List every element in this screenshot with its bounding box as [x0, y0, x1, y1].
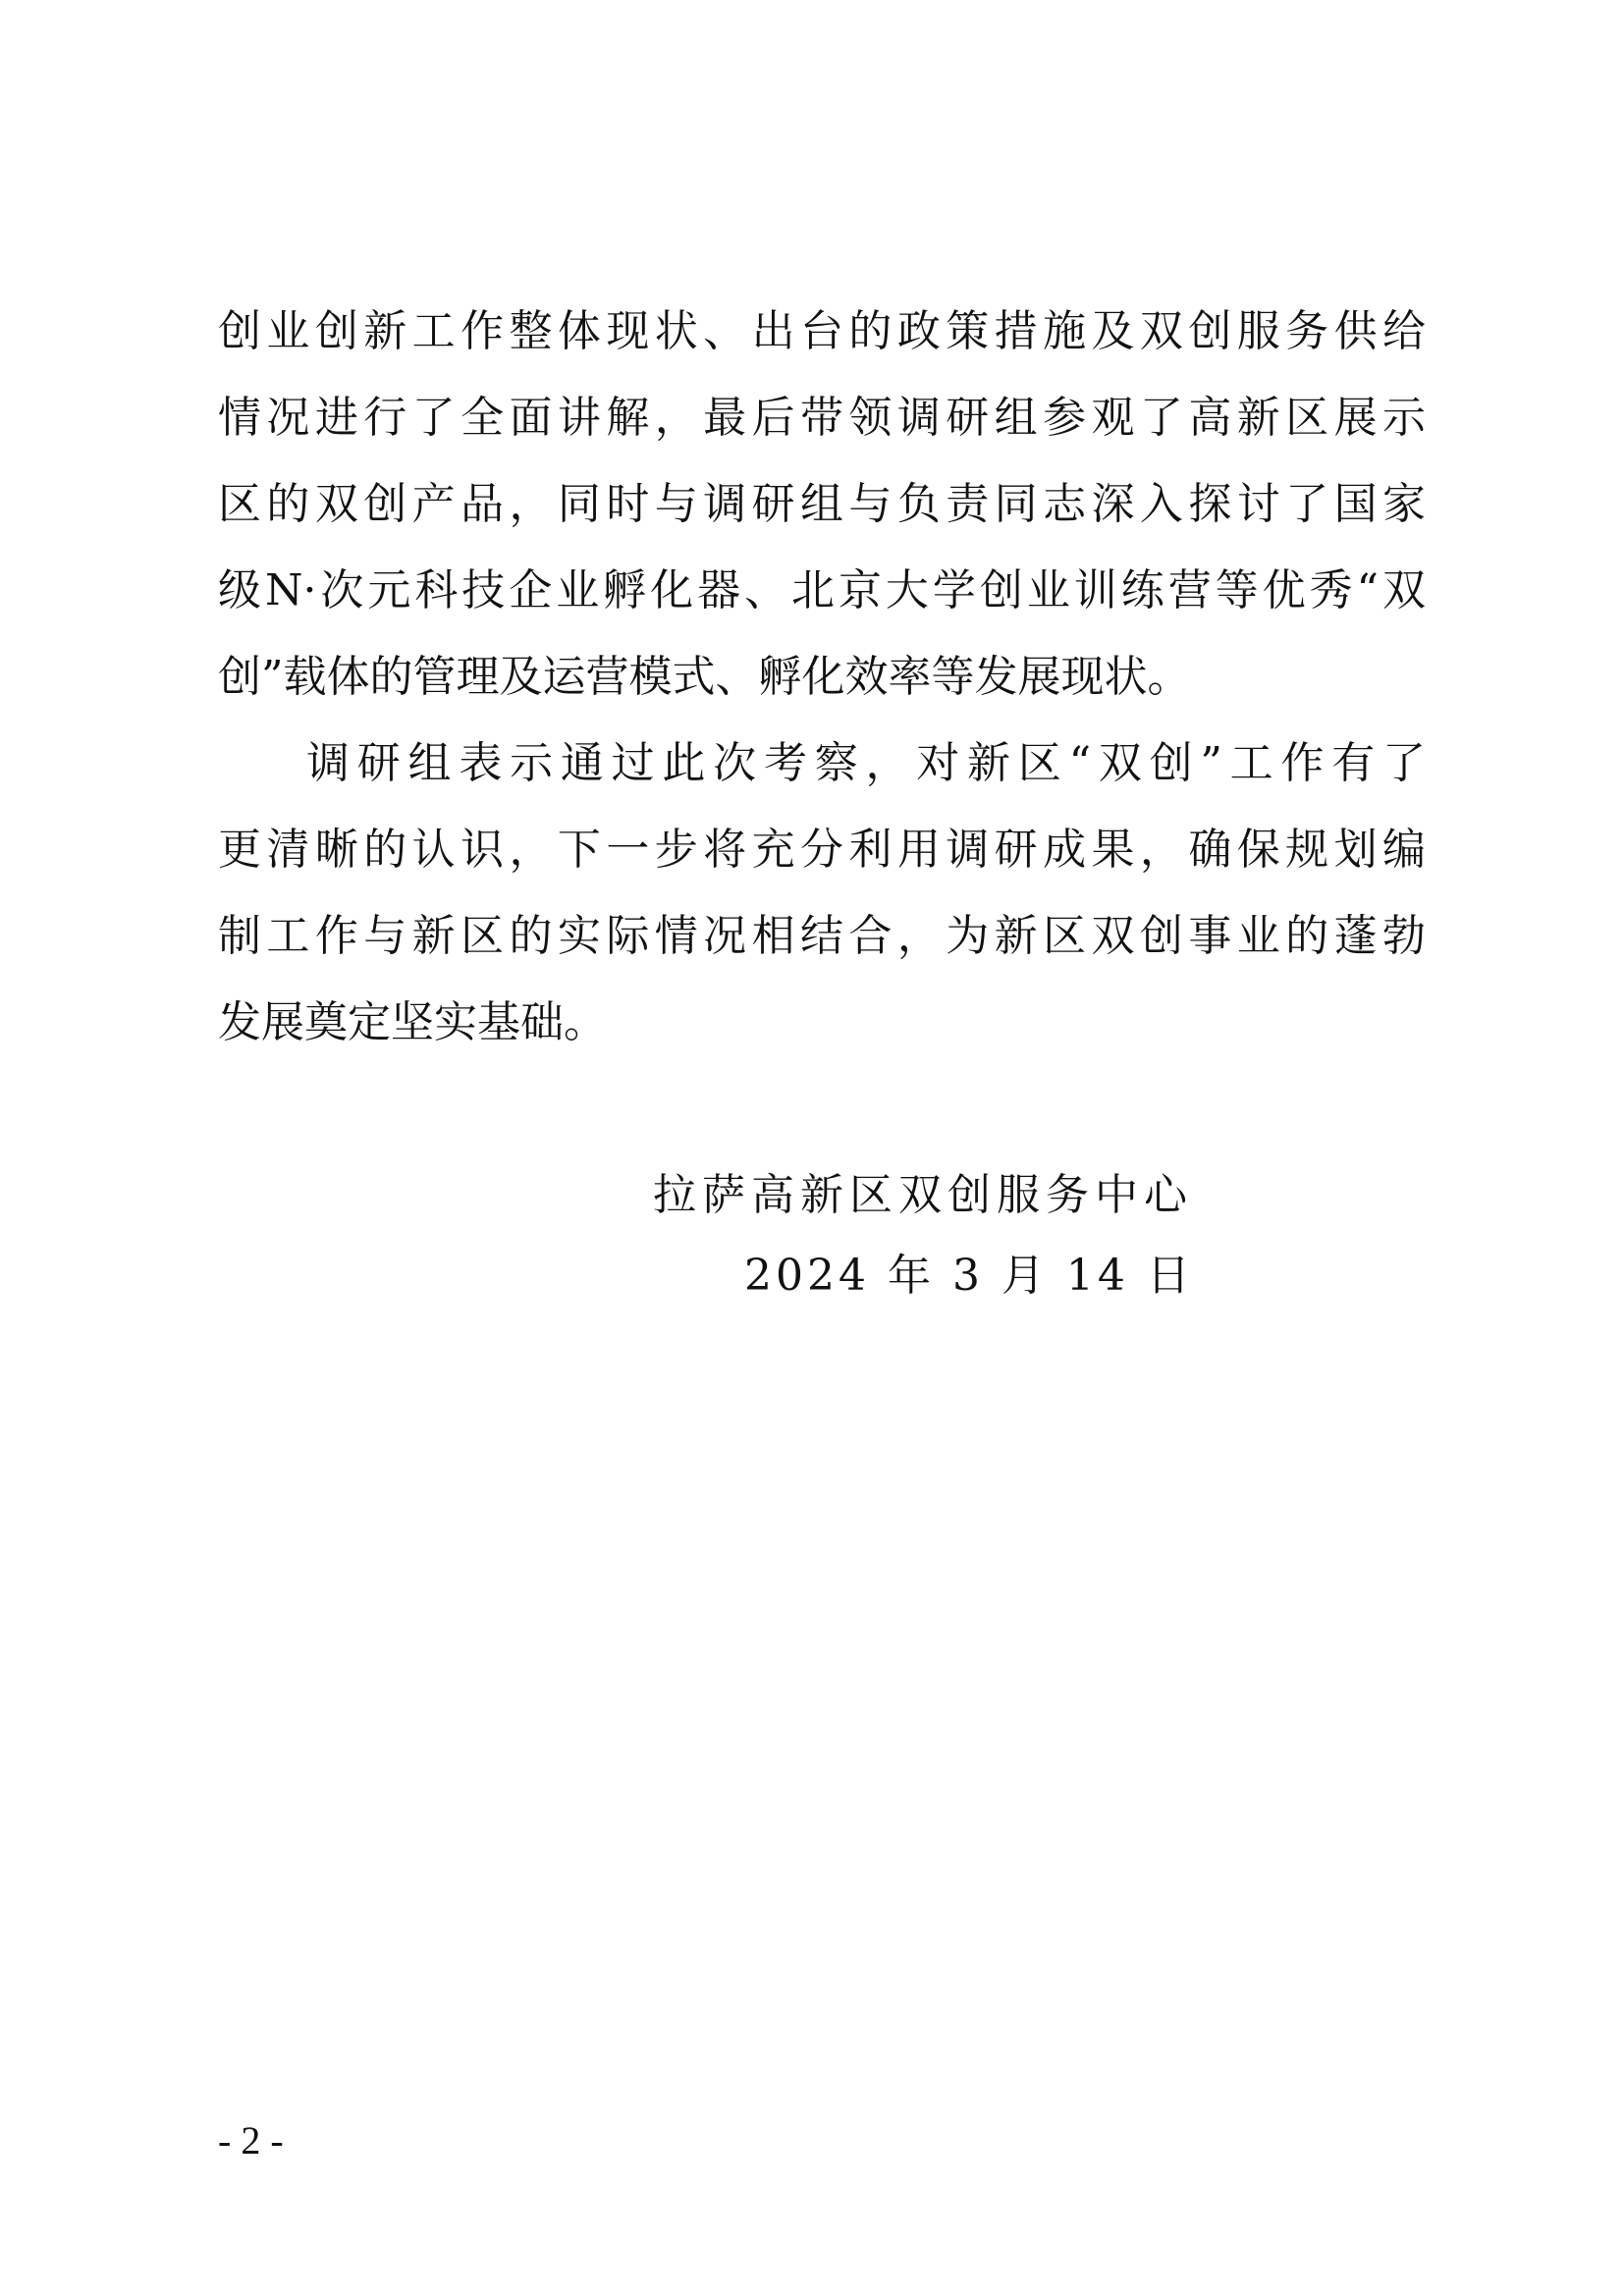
text-line: 创业创新工作整体现状、出台的政策措施及双创服务供给 [218, 306, 1426, 356]
text-line: 发展奠定坚实基础。 [218, 997, 607, 1047]
page-number: - 2 - [218, 2118, 284, 2163]
text-line: 情况进行了全面讲解，最后带领调研组参观了高新区展示 [218, 393, 1426, 443]
text-line: 区的双创产品，同时与调研组与负责同志深入探讨了国家 [218, 479, 1426, 529]
text-line: 更清晰的认识，下一步将充分利用调研成果，确保规划编 [218, 825, 1426, 875]
signature-date: 2024 年 3 月 14 日 [744, 1251, 1194, 1301]
text-line: 制工作与新区的实际情况相结合，为新区双创事业的蓬勃 [218, 911, 1426, 961]
signature-organization: 拉萨高新区双创服务中心 [653, 1170, 1193, 1220]
text-line: 创”载体的管理及运营模式、孵化效率等发展现状。 [218, 652, 1191, 702]
text-line: 级N·次元科技企业孵化器、北京大学创业训练营等优秀“双 [218, 565, 1426, 615]
text-line: 调研组表示通过此次考察，对新区“双创”工作有了 [306, 738, 1426, 788]
